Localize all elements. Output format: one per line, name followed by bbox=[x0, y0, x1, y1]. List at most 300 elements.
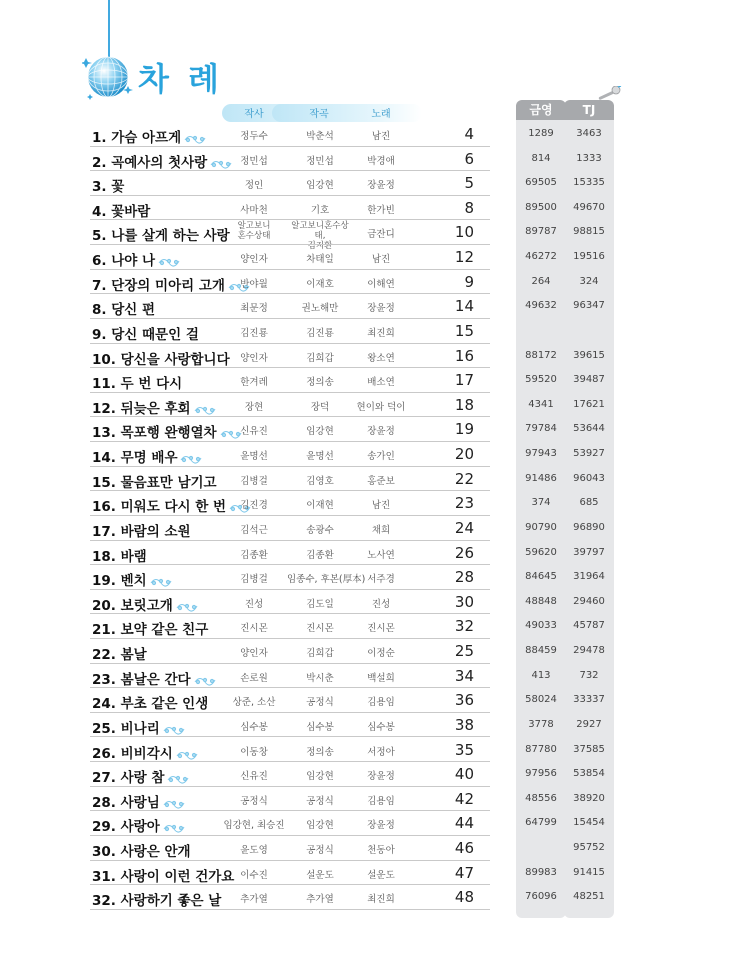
disco-ball-icon bbox=[82, 50, 134, 102]
song-title bbox=[92, 815, 185, 835]
lyricist: 손로원 bbox=[240, 672, 268, 684]
geumyoung-number: 64799 bbox=[525, 817, 557, 829]
song-row[interactable] bbox=[0, 688, 730, 713]
composer: 공정식 bbox=[306, 795, 334, 807]
composer: 박춘석 bbox=[306, 131, 334, 142]
composer: 김진룡 bbox=[306, 327, 334, 339]
geumyoung-number: 97956 bbox=[525, 768, 557, 780]
singer: 진성 bbox=[371, 598, 391, 610]
song-title-text: 18. 바램 bbox=[92, 548, 147, 565]
geumyoung-number: 46272 bbox=[525, 251, 557, 263]
song-title-text: 28. 사랑님 bbox=[92, 794, 160, 811]
lyricist: 양인자 bbox=[240, 352, 268, 364]
composer: 임강현 bbox=[306, 180, 334, 192]
song-row[interactable] bbox=[0, 565, 730, 590]
tj-number: 48251 bbox=[573, 891, 605, 903]
song-row[interactable] bbox=[0, 762, 730, 787]
singer: 서정아 bbox=[367, 746, 395, 758]
music-note-icon bbox=[163, 723, 185, 735]
song-title-text: 5. 나를 살게 하는 사랑 bbox=[92, 228, 230, 245]
tj-number: 324 bbox=[579, 275, 599, 287]
song-title-text: 29. 사랑아 bbox=[92, 819, 160, 836]
song-title-text: 8. 당신 편 bbox=[92, 302, 156, 319]
tj-number: 685 bbox=[579, 497, 599, 509]
lyricist: 정인 bbox=[244, 180, 264, 192]
header-lyricist: 작사 bbox=[244, 109, 264, 120]
song-title bbox=[92, 348, 230, 368]
geumyoung-number: 59620 bbox=[525, 546, 557, 558]
song-title-text: 25. 비나리 bbox=[92, 720, 160, 737]
page-number: 24 bbox=[454, 518, 474, 537]
music-note-icon bbox=[194, 674, 216, 686]
lyricist: 김종환 bbox=[240, 549, 268, 561]
header-composer: 작곡 bbox=[309, 109, 329, 120]
song-title-text: 6. 나야 나 bbox=[92, 253, 156, 270]
song-title bbox=[92, 471, 217, 491]
singer: 노사연 bbox=[367, 549, 395, 561]
geumyoung-number: 4341 bbox=[528, 398, 554, 410]
tj-number: 39487 bbox=[573, 374, 605, 386]
composer: 차태일 bbox=[306, 254, 334, 266]
song-title bbox=[92, 298, 155, 318]
song-title bbox=[92, 323, 199, 343]
page-number: 18 bbox=[454, 395, 474, 414]
song-row[interactable] bbox=[0, 590, 730, 615]
lyricist: 추가열 bbox=[240, 894, 268, 906]
composer: 심수봉 bbox=[306, 721, 334, 733]
page-number: 46 bbox=[454, 838, 474, 857]
lyricist: 진시몬 bbox=[240, 623, 268, 635]
music-note-icon bbox=[167, 772, 189, 784]
song-row[interactable] bbox=[0, 738, 730, 763]
singer: 설운도 bbox=[367, 869, 395, 881]
song-title-text: 13. 목포행 완행열차 bbox=[92, 425, 217, 442]
page-number: 10 bbox=[454, 223, 474, 242]
song-title bbox=[92, 175, 124, 195]
geumyoung-number: 91486 bbox=[525, 472, 557, 484]
composer: 김희갑 bbox=[306, 648, 334, 660]
song-title bbox=[92, 372, 182, 392]
music-note-icon bbox=[176, 748, 198, 760]
song-title-text: 1. 가슴 아프게 bbox=[92, 130, 182, 146]
song-title-text: 14. 무명 배우 bbox=[92, 450, 178, 467]
tj-number: 29460 bbox=[573, 595, 605, 607]
singer: 홍준보 bbox=[367, 475, 395, 487]
composer: 정민섭 bbox=[306, 155, 334, 167]
tj-number: 38920 bbox=[573, 792, 605, 804]
song-row[interactable] bbox=[0, 344, 730, 369]
song-row[interactable] bbox=[0, 294, 730, 319]
song-title-text: 30. 사랑은 안개 bbox=[92, 843, 191, 860]
lyricist: 이수진 bbox=[240, 869, 268, 881]
composer: 임강현 bbox=[306, 820, 334, 832]
lyricist: 심수봉 bbox=[240, 721, 268, 733]
composer: 김희갑 bbox=[306, 352, 334, 364]
singer: 장윤정 bbox=[367, 303, 395, 315]
singer: 남진 bbox=[371, 254, 391, 266]
song-title-text: 12. 뒤늦은 후회 bbox=[92, 400, 191, 417]
singer: 최진희 bbox=[367, 327, 395, 339]
song-row[interactable] bbox=[0, 491, 730, 516]
song-title bbox=[92, 126, 206, 146]
song-title bbox=[92, 594, 198, 614]
page-number: 4 bbox=[464, 125, 474, 143]
song-title bbox=[92, 249, 180, 269]
composer: 김영호 bbox=[306, 475, 334, 487]
song-title-text: 32. 사랑하기 좋은 날 bbox=[92, 893, 222, 910]
singer: 최진희 bbox=[367, 894, 395, 906]
lyricist: 윤도영 bbox=[240, 844, 268, 856]
page-number: 17 bbox=[454, 371, 474, 390]
song-row[interactable] bbox=[0, 171, 730, 196]
tj-number: 3463 bbox=[576, 128, 602, 139]
song-row[interactable] bbox=[0, 147, 730, 172]
lyricist: 공정식 bbox=[240, 795, 268, 807]
song-row[interactable] bbox=[0, 417, 730, 442]
geumyoung-number: 49632 bbox=[525, 300, 557, 312]
page-number: 26 bbox=[454, 543, 474, 562]
song-title bbox=[92, 569, 172, 589]
music-note-icon bbox=[163, 797, 185, 809]
singer: 남진 bbox=[371, 131, 391, 142]
page-number: 8 bbox=[464, 198, 474, 217]
lyricist: 김진경 bbox=[240, 500, 268, 512]
tj-number: 95752 bbox=[573, 841, 605, 853]
tj-number: 53854 bbox=[573, 768, 605, 780]
geumyoung-number: 374 bbox=[531, 497, 551, 509]
composer: 김도일 bbox=[306, 598, 334, 610]
composer: 김종환 bbox=[306, 549, 334, 561]
singer: 백설희 bbox=[367, 672, 395, 684]
singer: 장윤정 bbox=[367, 180, 395, 192]
song-row[interactable] bbox=[0, 467, 730, 492]
singer: 이정순 bbox=[367, 648, 395, 660]
song-title bbox=[92, 446, 202, 466]
composer: 장덕 bbox=[310, 401, 330, 413]
geumyoung-number: 90790 bbox=[525, 521, 557, 533]
song-title bbox=[92, 397, 216, 417]
tj-number: 29478 bbox=[573, 645, 605, 657]
song-title-text: 24. 부초 같은 인생 bbox=[92, 696, 209, 713]
song-title-text: 22. 봄날 bbox=[92, 647, 147, 664]
tj-number: 39615 bbox=[573, 349, 605, 361]
song-title bbox=[92, 865, 234, 885]
geumyoung-number: 58024 bbox=[525, 694, 557, 706]
page-number: 40 bbox=[454, 765, 474, 784]
tj-number: 33337 bbox=[573, 694, 605, 706]
song-title bbox=[92, 668, 216, 688]
composer: 임종수, 후본(厚本) bbox=[287, 574, 366, 586]
music-note-icon bbox=[180, 452, 202, 464]
song-title-text: 3. 꽃 bbox=[92, 179, 125, 196]
geumyoung-number: 49033 bbox=[525, 620, 557, 632]
composer: 송광수 bbox=[306, 524, 334, 536]
music-note-icon bbox=[158, 255, 180, 267]
singer: 장윤정 bbox=[367, 820, 395, 832]
lyricist: 사마천 bbox=[240, 204, 268, 216]
composer: 공정식 bbox=[306, 697, 334, 709]
geumyoung-number: 88172 bbox=[525, 349, 557, 361]
tj-number: 39797 bbox=[573, 546, 605, 558]
geumyoung-number: 59520 bbox=[525, 374, 557, 386]
header-geumyoung: 금영 bbox=[516, 100, 566, 120]
singer: 배소연 bbox=[367, 377, 395, 389]
song-title-text: 26. 비비각시 bbox=[92, 745, 173, 762]
music-note-icon bbox=[150, 575, 172, 587]
composer: 추가열 bbox=[306, 894, 334, 906]
geumyoung-number: 814 bbox=[531, 152, 551, 164]
page-number: 34 bbox=[454, 666, 474, 685]
header-singer: 노래 bbox=[371, 109, 391, 120]
page-number: 16 bbox=[454, 346, 474, 365]
singer: 천동아 bbox=[367, 844, 395, 856]
composer: 임강현 bbox=[306, 771, 334, 783]
tj-number: 96347 bbox=[573, 300, 605, 312]
song-title-text: 31. 사랑이 이런 건가요 bbox=[92, 868, 235, 885]
composer: 윤명선 bbox=[306, 451, 334, 463]
song-title bbox=[92, 520, 191, 540]
page-number: 22 bbox=[454, 469, 474, 488]
song-row[interactable] bbox=[0, 122, 730, 147]
geumyoung-number: 48848 bbox=[525, 595, 557, 607]
song-row[interactable] bbox=[0, 516, 730, 541]
lyricist: 윤명선 bbox=[240, 451, 268, 463]
composer: 정의송 bbox=[306, 377, 334, 389]
singer: 금잔디 bbox=[367, 229, 395, 241]
geumyoung-number: 48556 bbox=[525, 792, 557, 804]
composer: 이재현 bbox=[306, 500, 334, 512]
page-number: 47 bbox=[454, 863, 474, 882]
tj-number: 15335 bbox=[573, 177, 605, 189]
page-number: 35 bbox=[454, 740, 474, 759]
song-title-text: 9. 당신 때문인 걸 bbox=[92, 326, 199, 343]
song-title-text: 7. 단장의 미아리 고개 bbox=[92, 277, 225, 294]
tj-number: 91415 bbox=[573, 866, 605, 878]
geumyoung-number: 264 bbox=[531, 275, 551, 287]
tj-number: 98815 bbox=[573, 226, 605, 238]
singer: 남진 bbox=[371, 500, 391, 512]
lyricist: 장현 bbox=[244, 401, 264, 413]
singer: 김용임 bbox=[367, 697, 395, 709]
page-number: 15 bbox=[454, 321, 474, 340]
music-note-icon bbox=[176, 600, 198, 612]
geumyoung-number: 89787 bbox=[525, 226, 557, 238]
song-title-text: 17. 바람의 소원 bbox=[92, 523, 191, 540]
song-row[interactable] bbox=[0, 541, 730, 566]
song-title bbox=[92, 791, 185, 811]
row-divider bbox=[90, 909, 490, 910]
tj-number: 53644 bbox=[573, 423, 605, 435]
header-tj: TJ bbox=[564, 100, 614, 120]
song-row[interactable] bbox=[0, 713, 730, 738]
song-title bbox=[92, 889, 221, 909]
composer: 임강현 bbox=[306, 426, 334, 438]
song-title-text: 2. 곡예사의 첫사랑 bbox=[92, 154, 208, 171]
song-row[interactable] bbox=[0, 836, 730, 861]
singer: 진시몬 bbox=[367, 623, 395, 635]
song-row[interactable] bbox=[0, 220, 730, 252]
song-title bbox=[92, 224, 230, 244]
song-row[interactable] bbox=[0, 270, 730, 295]
geumyoung-number: 76096 bbox=[525, 891, 557, 903]
geumyoung-number: 88459 bbox=[525, 645, 557, 657]
composer: 정의송 bbox=[306, 746, 334, 758]
tj-number: 15454 bbox=[573, 817, 605, 829]
song-title bbox=[92, 717, 185, 737]
page-number: 9 bbox=[464, 272, 474, 291]
page-number: 44 bbox=[454, 814, 474, 833]
music-note-icon bbox=[163, 821, 185, 833]
tj-number: 31964 bbox=[573, 571, 605, 583]
lyricist: 최문정 bbox=[240, 303, 268, 315]
lyricist: 신유진 bbox=[240, 426, 268, 438]
song-row[interactable] bbox=[0, 861, 730, 886]
composer: 기호 bbox=[310, 204, 330, 216]
music-note-icon bbox=[184, 132, 206, 144]
singer: 이해연 bbox=[367, 278, 395, 290]
lyricist: 반야월 bbox=[240, 278, 268, 290]
tj-number: 1333 bbox=[576, 152, 602, 164]
singer: 채희 bbox=[371, 524, 391, 536]
geumyoung-number: 89983 bbox=[525, 866, 557, 878]
song-title bbox=[92, 742, 198, 762]
geumyoung-number: 1289 bbox=[528, 128, 554, 139]
geumyoung-number: 89500 bbox=[525, 201, 557, 213]
lyricist: 김병걸 bbox=[240, 574, 268, 586]
page-number: 5 bbox=[464, 174, 474, 193]
song-title-text: 21. 보약 같은 친구 bbox=[92, 622, 209, 639]
geumyoung-number: 79784 bbox=[525, 423, 557, 435]
page-number: 32 bbox=[454, 617, 474, 636]
tj-number: 732 bbox=[579, 669, 599, 681]
composer: 공정식 bbox=[306, 844, 334, 856]
song-title bbox=[92, 840, 191, 860]
song-title-text: 19. 벤치 bbox=[92, 573, 147, 590]
composer: 알고보니혼수상태, 김지환 bbox=[291, 221, 349, 252]
song-title-text: 16. 미워도 다시 한 번 bbox=[92, 499, 227, 516]
song-title-text: 23. 봄날은 간다 bbox=[92, 671, 191, 688]
song-row[interactable] bbox=[0, 393, 730, 418]
tj-number: 37585 bbox=[573, 743, 605, 755]
song-row[interactable] bbox=[0, 442, 730, 467]
tj-number: 96890 bbox=[573, 521, 605, 533]
page-number: 20 bbox=[454, 445, 474, 464]
lyricist: 정민섭 bbox=[240, 155, 268, 167]
song-title-text: 15. 물음표만 남기고 bbox=[92, 474, 217, 491]
lyricist: 양인자 bbox=[240, 648, 268, 660]
page-number: 25 bbox=[454, 642, 474, 661]
singer: 심수봉 bbox=[367, 721, 395, 733]
page-number: 19 bbox=[454, 420, 474, 439]
geumyoung-number: 3778 bbox=[528, 718, 554, 730]
lyricist: 신유진 bbox=[240, 771, 268, 783]
lyricist: 김석근 bbox=[240, 524, 268, 536]
lyricist: 김병걸 bbox=[240, 475, 268, 487]
page-number: 6 bbox=[464, 149, 474, 168]
song-row[interactable] bbox=[0, 368, 730, 393]
geumyoung-number: 413 bbox=[531, 669, 551, 681]
song-title-text: 10. 당신을 사랑합니다 bbox=[92, 351, 230, 368]
song-title bbox=[92, 200, 150, 220]
page-number: 38 bbox=[454, 715, 474, 734]
lyricist: 김진룡 bbox=[240, 327, 268, 339]
geumyoung-number: 97943 bbox=[525, 448, 557, 460]
composer: 박시춘 bbox=[306, 672, 334, 684]
song-title bbox=[92, 421, 242, 441]
geumyoung-number: 87780 bbox=[525, 743, 557, 755]
geumyoung-number: 69505 bbox=[525, 177, 557, 189]
song-row[interactable] bbox=[0, 196, 730, 221]
song-title bbox=[92, 618, 208, 638]
song-title bbox=[92, 692, 208, 712]
composer: 진시몬 bbox=[306, 623, 334, 635]
tj-number: 96043 bbox=[573, 472, 605, 484]
lyricist: 정두수 bbox=[240, 131, 268, 142]
song-row[interactable] bbox=[0, 885, 730, 910]
microphone-icon bbox=[596, 86, 622, 102]
singer: 송가인 bbox=[367, 451, 395, 463]
song-title bbox=[92, 766, 189, 786]
tj-number: 49670 bbox=[573, 201, 605, 213]
composer: 이재호 bbox=[306, 278, 334, 290]
song-title bbox=[92, 545, 147, 565]
composer: 권노해만 bbox=[301, 303, 339, 315]
page-number: 23 bbox=[454, 494, 474, 513]
page-number: 12 bbox=[454, 248, 474, 267]
song-row[interactable] bbox=[0, 614, 730, 639]
lyricist: 상준, 소산 bbox=[232, 697, 276, 709]
singer: 서주경 bbox=[367, 574, 395, 586]
geumyoung-number: 84645 bbox=[525, 571, 557, 583]
page-title: 차 례 bbox=[138, 60, 223, 98]
singer: 장윤정 bbox=[367, 426, 395, 438]
tj-number: 45787 bbox=[573, 620, 605, 632]
song-title bbox=[92, 643, 147, 663]
tj-number: 19516 bbox=[573, 251, 605, 263]
page-number: 48 bbox=[454, 888, 474, 907]
lyricist: 알고보니 혼수상태 bbox=[237, 221, 271, 242]
lyricist: 양인자 bbox=[240, 254, 268, 266]
singer: 김용임 bbox=[367, 795, 395, 807]
page-number: 42 bbox=[454, 789, 474, 808]
tj-number: 17621 bbox=[573, 398, 605, 410]
song-title-text: 27. 사랑 참 bbox=[92, 770, 165, 787]
page-number: 36 bbox=[454, 691, 474, 710]
lyricist: 임강현, 최승진 bbox=[223, 820, 285, 832]
song-title-text: 11. 두 번 다시 bbox=[92, 376, 183, 393]
page-number: 14 bbox=[454, 297, 474, 316]
singer: 한가빈 bbox=[367, 204, 395, 216]
tj-number: 53927 bbox=[573, 448, 605, 460]
song-row[interactable] bbox=[0, 319, 730, 344]
singer: 장윤정 bbox=[367, 771, 395, 783]
lyricist: 진성 bbox=[244, 598, 264, 610]
singer: 왕소연 bbox=[367, 352, 395, 364]
song-row[interactable] bbox=[0, 811, 730, 836]
lyricist: 이동창 bbox=[240, 746, 268, 758]
singer: 현이와 덕이 bbox=[356, 401, 406, 413]
song-row[interactable] bbox=[0, 639, 730, 664]
singer: 박경애 bbox=[367, 155, 395, 167]
song-title bbox=[92, 151, 232, 171]
page-number: 28 bbox=[454, 568, 474, 587]
composer: 설운도 bbox=[306, 869, 334, 881]
song-row[interactable] bbox=[0, 787, 730, 812]
song-row[interactable] bbox=[0, 245, 730, 270]
song-title-text: 4. 꽃바람 bbox=[92, 203, 151, 220]
page-number: 30 bbox=[454, 592, 474, 611]
song-row[interactable] bbox=[0, 664, 730, 689]
